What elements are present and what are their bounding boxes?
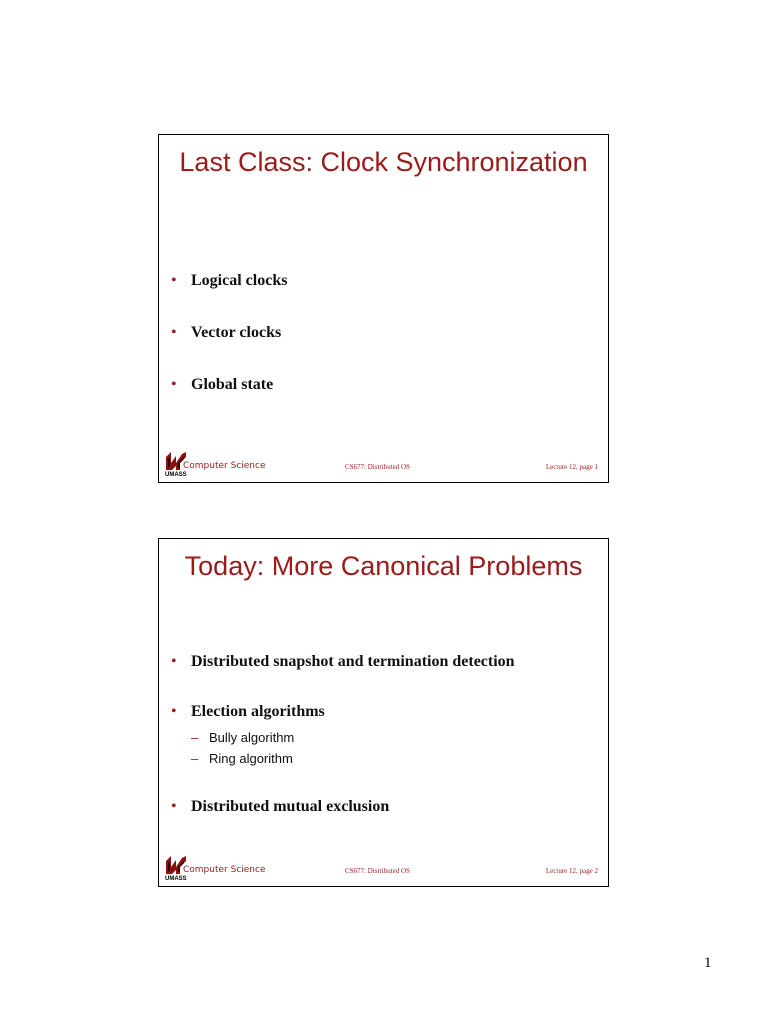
bullet-text: Election algorithms (191, 703, 325, 720)
bullet-item (171, 797, 600, 817)
slide-title: Last Class: Clock Synchronization (179, 147, 588, 177)
bullet-icon: • (171, 272, 177, 289)
bullet-text: Distributed mutual exclusion (191, 798, 390, 815)
bullet-item (171, 652, 600, 672)
bullet-item (171, 271, 600, 291)
bullet-text: Global state (191, 376, 274, 393)
sub-bullet-item (191, 727, 600, 748)
footer-page: Lecture 12, page 1 (545, 463, 598, 471)
slide-2 (158, 538, 609, 887)
bullet-icon: • (171, 376, 177, 393)
bullet-icon: • (171, 703, 177, 720)
footer-page: Lecture 12, page 2 (545, 867, 598, 875)
sub-bullet-text: Bully algorithm (209, 730, 295, 745)
bullet-text: Distributed snapshot and termination detection (191, 653, 515, 670)
slide-1 (158, 134, 609, 483)
page-number: 1 (704, 955, 712, 971)
slide-footer (165, 855, 598, 881)
bullet-item (171, 323, 600, 343)
bullet-list (171, 652, 600, 847)
bullet-text: Logical clocks (191, 272, 288, 289)
bullet-icon: • (171, 324, 177, 341)
logo-wordmark: UMASS (165, 876, 187, 882)
slide-title: Today: More Canonical Problems (184, 551, 583, 581)
footer-department: Computer Science (183, 865, 266, 875)
footer-course: CS677: Distributed OS (345, 463, 410, 471)
bullet-icon: • (171, 798, 177, 815)
bullet-item (171, 702, 600, 769)
bullet-text: Vector clocks (191, 324, 282, 341)
bullet-list (171, 271, 600, 427)
footer-course: CS677: Distributed OS (345, 867, 410, 875)
footer-department: Computer Science (183, 461, 266, 471)
slide-footer (165, 451, 598, 477)
sub-bullet-item (191, 748, 600, 769)
dash-icon: – (191, 730, 199, 745)
logo-wordmark: UMASS (165, 472, 187, 478)
sub-bullet-text: Ring algorithm (209, 751, 293, 766)
bullet-icon: • (171, 653, 177, 670)
sub-bullet-list (191, 727, 600, 769)
dash-icon: – (191, 751, 199, 766)
bullet-item (171, 375, 600, 395)
